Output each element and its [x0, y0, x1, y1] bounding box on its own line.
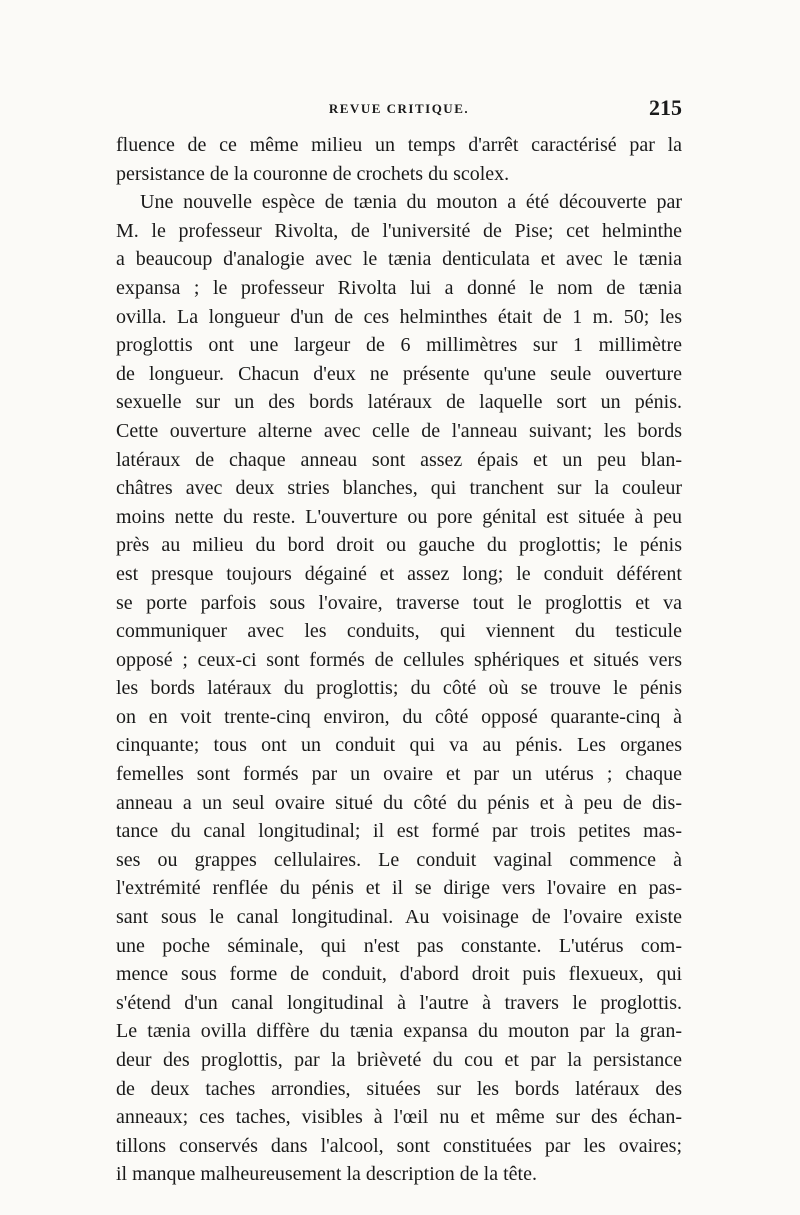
text-line: M. le professeur Rivolta, de l'université de Pise; cet helminthe [116, 219, 682, 242]
text-line: est presque toujours dégainé et assez long; le conduit déférent [116, 562, 682, 585]
text-line: s'étend d'un canal longitudinal à l'autre à travers le proglottis. [116, 991, 682, 1014]
text-line: opposé ; ceux-ci sont formés de cellules sphériques et situés vers [116, 648, 682, 671]
text-line: femelles sont formés par un ovaire et par un utérus ; chaque [116, 763, 682, 786]
text-line: près au milieu du bord droit ou gauche du proglottis; le pénis [116, 534, 682, 557]
text-line: proglottis ont une largeur de 6 millimètres sur 1 millimètre [116, 334, 682, 357]
text-line: les bords latéraux du proglottis; du côté où se trouve le pénis [116, 677, 682, 700]
text-line: ovilla. La longueur d'un de ces helminthes était de 1 m. 50; les [116, 305, 682, 328]
text-line: se porte parfois sous l'ovaire, traverse tout le proglottis et va [116, 591, 682, 614]
text-line: anneaux; ces taches, visibles à l'œil nu et même sur des échan- [116, 1106, 682, 1129]
text-line: ses ou grappes cellulaires. Le conduit vaginal commence à [116, 848, 682, 871]
text-line: fluence de ce même milieu un temps d'arrêt caractérisé par la [116, 134, 682, 156]
text-line: mence sous forme de conduit, d'abord droit puis flexueux, qui [116, 963, 682, 986]
text-line: il manque malheureusement la description de la tête. [116, 1163, 537, 1186]
text-line: deur des proglottis, par la brièveté du cou et par la persistance [116, 1049, 682, 1071]
text-line: persistance de la couronne de crochets du scolex. [116, 162, 510, 185]
text-line: expansa ; le professeur Rivolta lui a donné le nom de tænia [116, 276, 682, 299]
text-line: Le tænia ovilla diffère du tænia expansa du mouton par la gran- [116, 1020, 682, 1043]
text-line: l'extrémité renflée du pénis et il se dirige vers l'ovaire en pas- [116, 877, 682, 900]
text-line: sexuelle sur un des bords latéraux de laquelle sort un pénis. [116, 391, 682, 414]
text-line: on en voit trente-cinq environ, du côté opposé quarante-cinq à [116, 705, 682, 728]
running-head: REVUE CRITIQUE. [328, 101, 470, 116]
text-line: anneau a un seul ovaire situé du côté du pénis et à peu de dis- [116, 791, 682, 814]
page-header [116, 95, 682, 125]
text-line: Cette ouverture alterne avec celle de l'anneau suivant; les bords [116, 419, 682, 442]
text-line: tance du canal longitudinal; il est formé par trois petites mas- [116, 820, 682, 843]
text-line: latéraux de chaque anneau sont assez épais et un peu blan- [116, 448, 682, 471]
text-line: de longueur. Chacun d'eux ne présente qu'une seule ouverture [116, 362, 682, 385]
text-line: tillons conservés dans l'alcool, sont constituées par les ovaires; [116, 1134, 682, 1157]
body-text [116, 131, 682, 1189]
text-line: cinquante; tous ont un conduit qui va au pénis. Les organes [116, 734, 682, 757]
text-line: a beaucoup d'analogie avec le tænia denticulata et avec le tænia [116, 248, 682, 271]
text-line: châtres avec deux stries blanches, qui tranchent sur la couleur [116, 477, 682, 500]
text-line: sant sous le canal longitudinal. Au voisinage de l'ovaire existe [116, 906, 682, 929]
page-number: 215 [649, 95, 682, 120]
text-line: de deux taches arrondies, situées sur les bords latéraux des [116, 1077, 682, 1100]
text-line: moins nette du reste. L'ouverture ou pore génital est située à peu [116, 505, 682, 528]
text-line: une poche séminale, qui n'est pas constante. L'utérus com- [116, 934, 682, 957]
text-line: communiquer avec les conduits, qui viennent du testicule [116, 620, 682, 643]
text-line: Une nouvelle espèce de tænia du mouton a été découverte par [140, 191, 682, 214]
